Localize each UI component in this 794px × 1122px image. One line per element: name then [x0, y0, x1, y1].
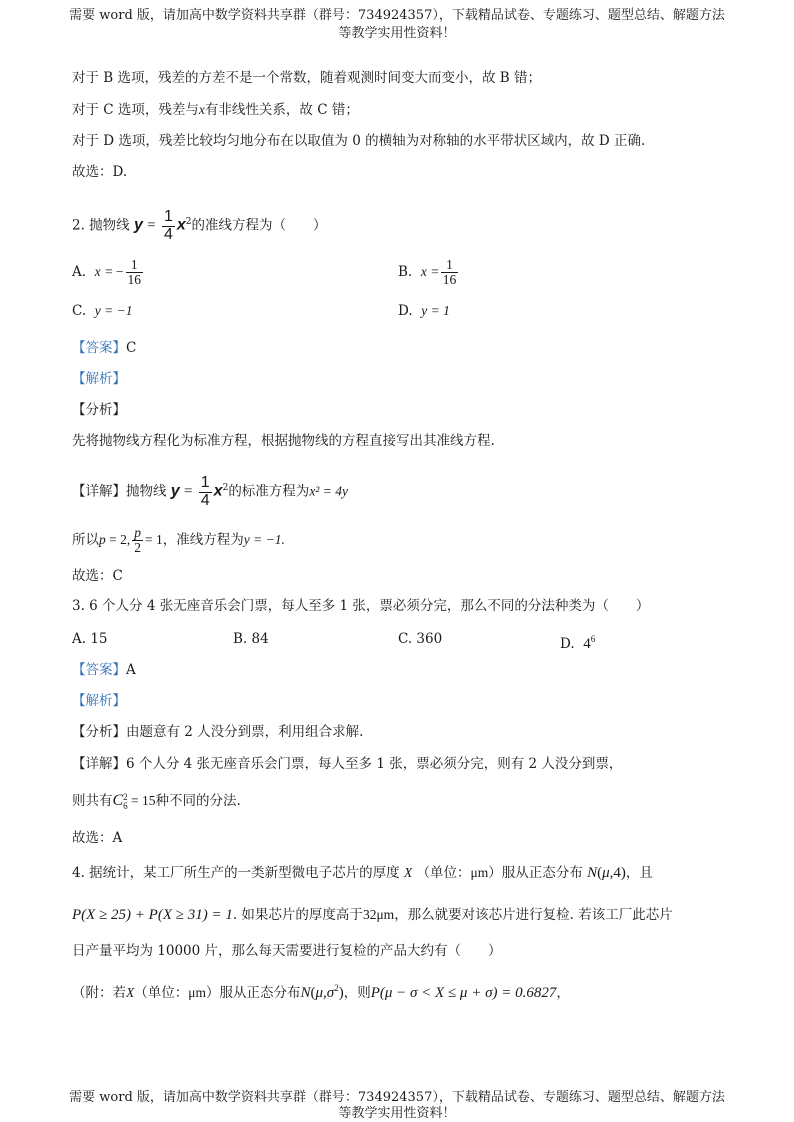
q2-fenxi-text: 先将抛物线方程化为标准方程，根据抛物线的方程直接写出其准线方程.	[72, 433, 495, 449]
q3-xiangjie: 【详解】6 个人分 4 张无座音乐会门票，每人至多 1 张，票必须分完，则有 2 人没分到票，	[72, 756, 623, 772]
q3-answer: 【答案】A	[72, 662, 136, 678]
page-footer-line2: 等教学实用性资料！	[338, 1106, 456, 1121]
q2-option-d: D. y = 1	[398, 303, 450, 319]
q3-option-c: C. 360	[398, 631, 443, 647]
q2-xiangjie: 【详解】抛物线 y = $\frac{1}{4}$ $x^2$的标准方程为x² = 4y	[72, 473, 348, 509]
page-header-line2: 等教学实用性资料！	[338, 26, 456, 41]
q1-option-d-analysis: 对于 D 选项，残差比较均匀地分布在以取值为 0 的横轴为对称轴的水平带状区域内，故 D 正确.	[72, 133, 646, 149]
q3-fenxi: 【分析】由题意有 2 人没分到票，利用组合求解.	[72, 724, 364, 740]
q2-stem: 2. 抛物线 y = $\frac{1}{4}$ $x^2$的准线方程为（ ）	[72, 207, 327, 243]
q2-suoyi: 所以p = 2, $\frac{p}{2}$ = 1，准线方程为y = −1.	[72, 524, 285, 555]
q2-fenxi-label: 【分析】	[72, 402, 126, 418]
q3-conclusion: 故选：A	[72, 830, 123, 846]
q2-option-a: A. x = − $\frac{1}{16}$	[72, 256, 142, 287]
q2-answer: 【答案】C	[72, 340, 137, 356]
q1-option-c-analysis: 对于 C 选项，残差与x有非线性关系，故 C 错；	[72, 102, 359, 118]
q2-conclusion: 故选：C	[72, 568, 123, 584]
q2-option-b: B. x = $\frac{1}{16}$	[398, 256, 457, 287]
page-header-line1: 需要 word 版，请加高中数学资料共享群（群号：734924357），下载精品试卷、专题练习、题型总结、解题方法	[69, 8, 725, 23]
q3-combination: 则共有C2 6 = 15种不同的分法.	[72, 791, 241, 811]
q1-conclusion: 故选：D.	[72, 164, 128, 180]
q4-stem-line1: 4. 据统计，某工厂所生产的一类新型微电子芯片的厚度 X （单位：μm）服从正态分布 N(μ,4)，且	[72, 865, 653, 881]
q3-jiexi-label: 【解析】	[72, 693, 126, 709]
q4-stem-line2: P(X ≥ 25) + P(X ≥ 31) = 1. 如果芯片的厚度高于32μm，那么就要对该芯片进行复检. 若该工厂此芯片	[72, 907, 673, 923]
q2-option-c: C. y = −1	[72, 303, 133, 319]
q3-option-b: B. 84	[233, 631, 269, 647]
q4-stem-line3: 日产量平均为 10000 片，那么每天需要进行复检的产品大约有（ ）	[72, 943, 502, 959]
page-footer-line1: 需要 word 版，请加高中数学资料共享群（群号：734924357），下载精品试卷、专题练习、题型总结、解题方法	[69, 1090, 725, 1105]
q3-stem: 3. 6 个人分 4 张无座音乐会门票，每人至多 1 张，票必须分完，那么不同的分法种类为（ ）	[72, 598, 650, 614]
q3-option-a: A. 15	[72, 631, 108, 647]
q1-option-b-analysis: 对于 B 选项，残差的方差不是一个常数，随着观测时间变大而变小，故 B 错；	[72, 70, 542, 86]
q3-option-d: D. $4^6$	[560, 634, 596, 652]
q4-appendix: （附：若X（单位：μm）服从正态分布$N(\mu,\sigma^2)$，则P(μ − σ < X ≤ μ + σ) = 0.6827，	[72, 983, 570, 1001]
q2-jiexi-label: 【解析】	[72, 371, 126, 387]
